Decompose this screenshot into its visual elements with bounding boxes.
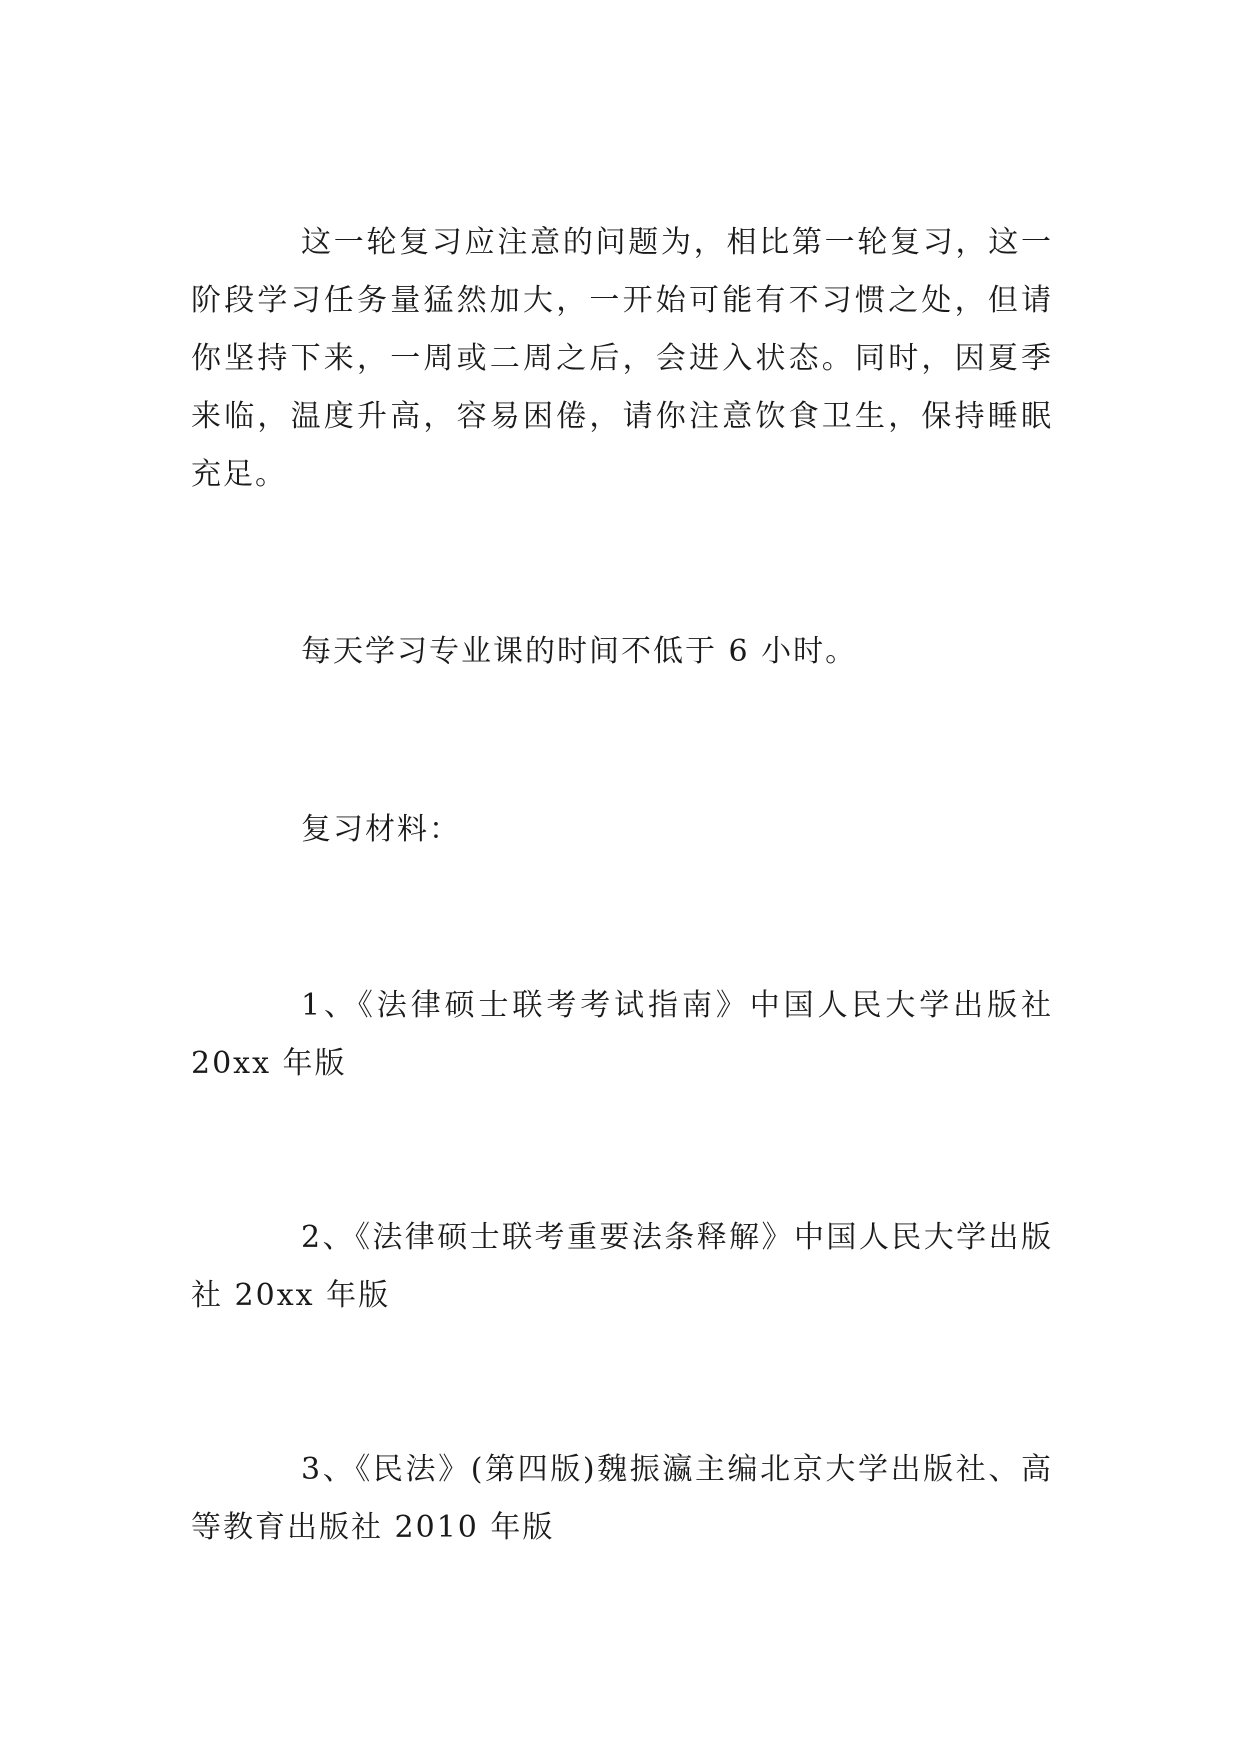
paragraph-materials-heading: 复习材料： [301,812,461,847]
list-item-material-1: 1、《法律硕士联考考试指南》中国人民大学出版社 20xx 年版 [191,988,1053,1081]
list-item-material-2: 2、《法律硕士联考重要法条释解》中国人民大学出版社 20xx 年版 [191,1220,1053,1313]
paragraph-daily-study-time: 每天学习专业课的时间不低于 6 小时。 [301,634,858,669]
paragraph-review-notes: 这一轮复习应注意的问题为，相比第一轮复习，这一阶段学习任务量猛然加大，一开始可能有不习惯之处，但请你坚持下来，一周或二周之后，会进入状态。同时，因夏季来临，温度升高，容易困倦，请你注意饮食卫生，保持睡眠充足。 [191,225,1053,492]
list-item-material-3: 3、《民法》(第四版)魏振瀛主编北京大学出版社、高等教育出版社 2010 年版 [191,1452,1053,1545]
